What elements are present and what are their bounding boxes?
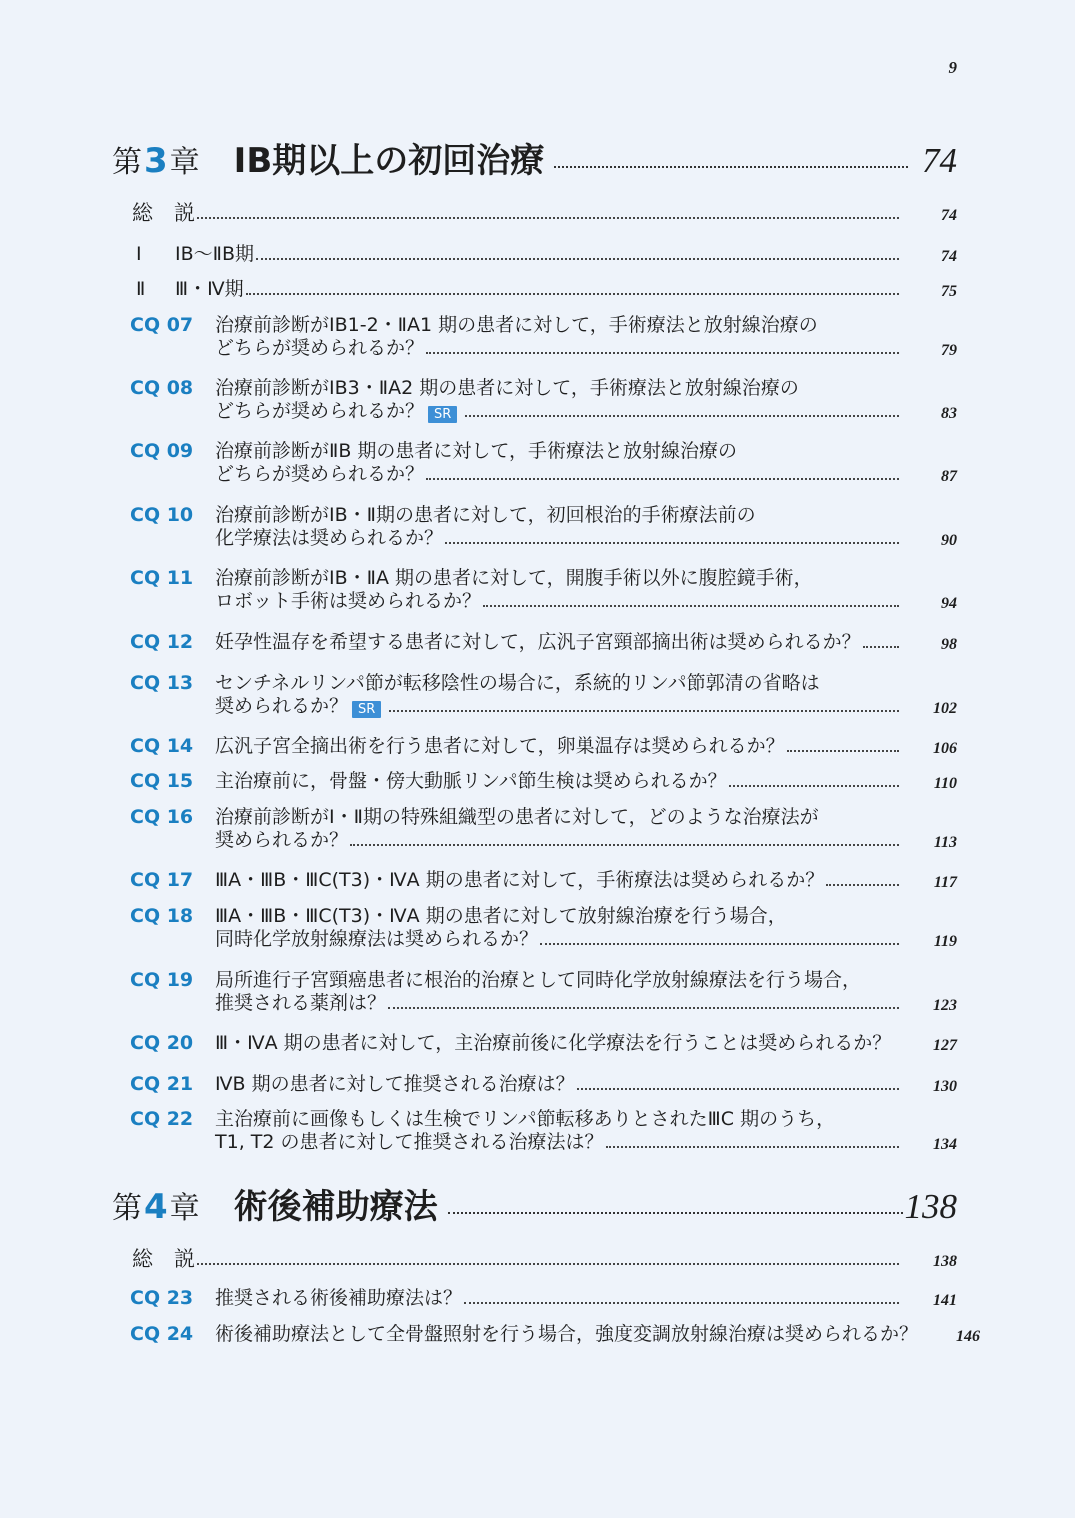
leader-dots	[554, 166, 908, 168]
cq-label: CQ 13	[130, 672, 194, 694]
page-ref: 119	[933, 933, 957, 950]
page-ref: 130	[933, 1078, 957, 1095]
cq-label: CQ 15	[130, 770, 194, 792]
cq-question: 推奨される術後補助療法は？	[215, 1287, 463, 1309]
cq-label: CQ 12	[130, 631, 194, 653]
cq-entry[interactable]	[130, 905, 957, 951]
page-ref: 90	[941, 532, 957, 549]
page-number: 9	[948, 58, 957, 77]
cq-entry[interactable]	[130, 1287, 957, 1310]
cq-question-line2: 奨められるか？	[215, 695, 349, 717]
cq-question-line2: どちらが奨められるか？	[215, 463, 425, 485]
cq-question-line1: 治療前診断がⅠB・Ⅱ期の患者に対して，初回根治的手術療法前の	[215, 504, 756, 526]
cq-question-line2: どちらが奨められるか？	[215, 337, 425, 359]
cq-entry[interactable]	[130, 631, 957, 654]
cq-entry[interactable]	[130, 869, 957, 892]
cq-entry[interactable]	[130, 1032, 957, 1055]
cq-entry[interactable]	[130, 1073, 957, 1096]
section-numeral: Ⅱ	[136, 278, 146, 300]
cq-entry[interactable]	[130, 770, 957, 793]
leader-dots	[465, 415, 899, 417]
cq-question-line1: 治療前診断がⅠB・ⅡA 期の患者に対して，開腹手術以外に腹腔鏡手術，	[215, 567, 813, 589]
leader-dots	[389, 710, 899, 712]
chapter-3-overview[interactable]	[132, 202, 957, 225]
overview-label: 総 説	[132, 201, 195, 225]
leader-dots	[197, 1263, 899, 1265]
cq-question-line1: 治療前診断がⅠB1-2・ⅡA1 期の患者に対して，手術療法と放射線治療の	[215, 314, 818, 336]
leader-dots	[246, 293, 899, 295]
leader-dots	[787, 750, 899, 752]
page-ref: 138	[933, 1253, 957, 1270]
section-entry[interactable]	[130, 278, 957, 301]
leader-dots	[483, 605, 899, 607]
page-ref: 110	[933, 775, 957, 792]
leader-dots	[863, 646, 899, 648]
cq-question-line1: 局所進行子宮頸癌患者に根治的治療として同時化学放射線療法を行う場合，	[215, 969, 862, 991]
leader-dots	[448, 1212, 903, 1214]
cq-label: CQ 07	[130, 314, 194, 336]
cq-question: ⅣB 期の患者に対して推奨される治療は？	[215, 1073, 575, 1095]
cq-label: CQ 22	[130, 1108, 194, 1130]
page-ref: 123	[933, 997, 957, 1014]
leader-dots	[826, 884, 899, 886]
page-ref: 141	[933, 1292, 957, 1309]
section-entry[interactable]	[130, 243, 957, 266]
page-ref: 74	[941, 207, 957, 224]
page-ref: 146	[956, 1328, 981, 1345]
cq-label: CQ 23	[130, 1287, 194, 1309]
page-ref: 94	[941, 595, 957, 612]
page-ref: 74	[941, 248, 957, 265]
cq-label: CQ 09	[130, 440, 194, 462]
page-ref: 106	[933, 740, 957, 757]
cq-question-line2: 化学療法は奨められるか？	[215, 527, 444, 549]
chapter-3-title: ⅠB期以上の初回治療	[233, 141, 545, 181]
cq-label: CQ 14	[130, 735, 194, 757]
cq-label: CQ 21	[130, 1073, 194, 1095]
cq-label: CQ 11	[130, 567, 194, 589]
chapter-3-page: 74	[922, 141, 957, 180]
cq-question-line2: 同時化学放射線療法は奨められるか？	[215, 928, 539, 950]
chapter-3-number: 第3章	[112, 141, 200, 181]
cq-label: CQ 19	[130, 969, 194, 991]
cq-question: 主治療前に，骨盤・傍大動脈リンパ節生検は奨められるか？	[215, 770, 727, 792]
cq-label: CQ 16	[130, 806, 194, 828]
cq-entry[interactable]	[130, 1108, 957, 1154]
page-ref: 79	[941, 342, 957, 359]
chapter-4-page: 138	[904, 1187, 957, 1226]
page-ref: 113	[933, 834, 957, 851]
cq-question-line1: センチネルリンパ節が転移陰性の場合に，系統的リンパ節郭清の省略は	[215, 672, 820, 694]
cq-question-line1: 治療前診断がⅠB3・ⅡA2 期の患者に対して，手術療法と放射線治療の	[215, 377, 799, 399]
overview-label: 総 説	[132, 1247, 195, 1271]
chapter-4-number: 第4章	[112, 1187, 200, 1227]
cq-entry[interactable]	[130, 314, 957, 360]
leader-dots	[256, 258, 899, 260]
cq-label: CQ 08	[130, 377, 194, 399]
page-ref: 83	[941, 405, 957, 422]
cq-entry[interactable]	[130, 377, 957, 423]
leader-dots	[540, 943, 899, 945]
chapter-3-heading[interactable]	[112, 138, 957, 181]
cq-entry[interactable]	[130, 969, 957, 1015]
cq-label: CQ 17	[130, 869, 194, 891]
cq-entry[interactable]	[130, 806, 957, 852]
cq-question-line2: どちらが奨められるか？	[215, 400, 425, 422]
page-ref: 134	[933, 1136, 957, 1153]
cq-question-line2: 推奨される薬剤は？	[215, 992, 387, 1014]
section-title: ⅠB～ⅡB期	[175, 243, 255, 265]
cq-entry[interactable]	[130, 440, 957, 486]
chapter-4-overview[interactable]	[132, 1248, 957, 1271]
cq-label: CQ 24	[130, 1323, 194, 1345]
leader-dots	[445, 542, 899, 544]
cq-entry[interactable]	[130, 672, 957, 718]
cq-question: 術後補助療法として全骨盤照射を行う場合，強度変調放射線治療は奨められるか？	[215, 1323, 919, 1345]
page-ref: 87	[941, 468, 957, 485]
cq-label: CQ 10	[130, 504, 194, 526]
leader-dots	[464, 1302, 899, 1304]
section-title: Ⅲ・Ⅳ期	[175, 278, 244, 300]
leader-dots	[606, 1146, 899, 1148]
cq-question-line1: 治療前診断がⅠ・Ⅱ期の特殊組織型の患者に対して，どのような治療法が	[215, 806, 819, 828]
section-numeral: Ⅰ	[136, 243, 142, 265]
cq-question-line2: 奨められるか？	[215, 829, 349, 851]
page-ref: 102	[933, 700, 957, 717]
chapter-4-heading[interactable]	[112, 1184, 957, 1227]
sr-badge: SR	[428, 406, 457, 423]
leader-dots	[197, 217, 899, 219]
cq-question-line1: ⅢA・ⅢB・ⅢC(T3)・ⅣA 期の患者に対して放射線治療を行う場合，	[215, 905, 787, 927]
cq-label: CQ 20	[130, 1032, 194, 1054]
page-ref: 117	[933, 874, 957, 891]
cq-question: 広汎子宮全摘出術を行う患者に対して，卵巣温存は奨められるか？	[215, 735, 785, 757]
cq-question-line1: 治療前診断がⅡB 期の患者に対して，手術療法と放射線治療の	[215, 440, 738, 462]
chapter-4-title: 術後補助療法	[233, 1187, 438, 1227]
leader-dots	[388, 1007, 899, 1009]
page-ref: 98	[941, 636, 957, 653]
cq-question-line2: T1, T2 の患者に対して推奨される治療法は？	[215, 1131, 604, 1153]
cq-label: CQ 18	[130, 905, 194, 927]
cq-question-line1: 主治療前に画像もしくは生検でリンパ節転移ありとされたⅢC 期のうち，	[215, 1108, 836, 1130]
cq-entry[interactable]	[130, 567, 957, 613]
cq-question-line2: ロボット手術は奨められるか？	[215, 590, 482, 612]
cq-question: 妊孕性温存を希望する患者に対して，広汎子宮頸部摘出術は奨められるか？	[215, 631, 861, 653]
page-ref: 75	[941, 283, 957, 300]
leader-dots	[426, 478, 899, 480]
sr-badge: SR	[352, 701, 381, 718]
leader-dots	[426, 352, 899, 354]
cq-question: ⅢA・ⅢB・ⅢC(T3)・ⅣA 期の患者に対して，手術療法は奨められるか？	[215, 869, 825, 891]
cq-entry[interactable]	[130, 504, 957, 550]
page-ref: 127	[933, 1037, 957, 1054]
leader-dots	[577, 1088, 899, 1090]
cq-entry[interactable]	[130, 735, 957, 758]
cq-entry[interactable]	[130, 1323, 981, 1346]
leader-dots	[729, 785, 899, 787]
leader-dots	[350, 844, 899, 846]
cq-question: Ⅲ・ⅣA 期の患者に対して，主治療前後に化学療法を行うことは奨められるか？	[215, 1032, 892, 1054]
